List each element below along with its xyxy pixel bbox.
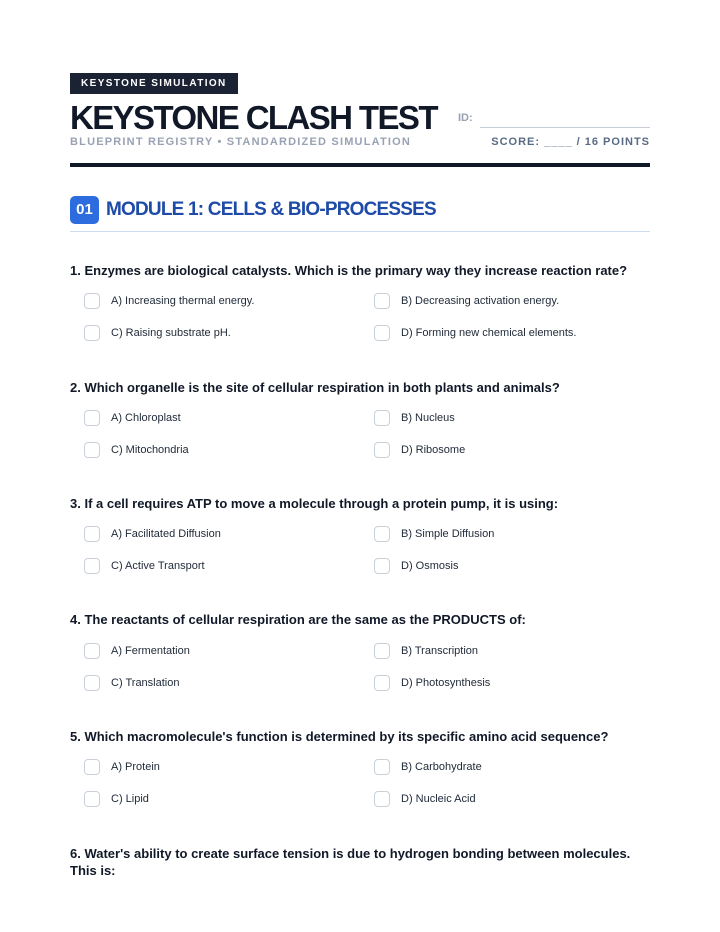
page-title: KEYSTONE CLASH TEST (70, 99, 437, 136)
header-divider (70, 163, 650, 167)
module-divider (70, 231, 650, 232)
question-4: 4. The reactants of cellular respiration are the same as the PRODUCTS of: (70, 612, 526, 627)
option-4a[interactable]: A) Fermentation (84, 643, 190, 659)
option-3a[interactable]: A) Facilitated Diffusion (84, 526, 221, 542)
option-2d[interactable]: D) Ribosome (374, 442, 465, 458)
module-number-badge: 01 (70, 196, 99, 224)
question-3: 3. If a cell requires ATP to move a molecule through a protein pump, it is using: (70, 496, 559, 511)
checkbox[interactable] (374, 325, 390, 341)
checkbox[interactable] (84, 759, 100, 775)
checkbox[interactable] (84, 558, 100, 574)
score-label: SCORE: ____ / 16 POINTS (491, 136, 650, 148)
checkbox[interactable] (84, 293, 100, 309)
module-title: MODULE 1: CELLS & BIO-PROCESSES (106, 199, 436, 220)
checkbox[interactable] (84, 675, 100, 691)
option-1c[interactable]: C) Raising substrate pH. (84, 325, 231, 341)
checkbox[interactable] (374, 643, 390, 659)
option-1a[interactable]: A) Increasing thermal energy. (84, 293, 254, 309)
question-2: 2. Which organelle is the site of cellular respiration in both plants and animals? (70, 380, 560, 395)
option-5b[interactable]: B) Carbohydrate (374, 759, 482, 775)
checkbox[interactable] (374, 526, 390, 542)
checkbox[interactable] (84, 442, 100, 458)
question-6: 6. Water's ability to create surface tension is due to hydrogen bonding between molecules. This is: (70, 846, 631, 878)
option-4c[interactable]: C) Translation (84, 675, 179, 691)
checkbox[interactable] (84, 791, 100, 807)
option-3d[interactable]: D) Osmosis (374, 558, 458, 574)
option-2b[interactable]: B) Nucleus (374, 410, 455, 426)
checkbox[interactable] (84, 325, 100, 341)
checkbox[interactable] (374, 442, 390, 458)
question-1: 1. Enzymes are biological catalysts. Which is the primary way they increase reaction rate? (70, 263, 628, 278)
option-5d[interactable]: D) Nucleic Acid (374, 791, 476, 807)
option-2a[interactable]: A) Chloroplast (84, 410, 181, 426)
checkbox[interactable] (84, 643, 100, 659)
option-3b[interactable]: B) Simple Diffusion (374, 526, 494, 542)
checkbox[interactable] (84, 410, 100, 426)
checkbox[interactable] (374, 558, 390, 574)
checkbox[interactable] (374, 293, 390, 309)
option-4b[interactable]: B) Transcription (374, 643, 478, 659)
checkbox[interactable] (84, 526, 100, 542)
option-1d[interactable]: D) Forming new chemical elements. (374, 325, 576, 341)
page-subtitle: BLUEPRINT REGISTRY • STANDARDIZED SIMULATION (70, 136, 412, 148)
header-tag: KEYSTONE SIMULATION (70, 73, 238, 94)
option-3c[interactable]: C) Active Transport (84, 558, 205, 574)
option-4d[interactable]: D) Photosynthesis (374, 675, 490, 691)
option-5a[interactable]: A) Protein (84, 759, 160, 775)
question-5: 5. Which macromolecule's function is determined by its specific amino acid sequence? (70, 729, 609, 744)
option-2c[interactable]: C) Mitochondria (84, 442, 189, 458)
id-label: ID: (458, 112, 473, 124)
option-1b[interactable]: B) Decreasing activation energy. (374, 293, 559, 309)
checkbox[interactable] (374, 675, 390, 691)
checkbox[interactable] (374, 759, 390, 775)
option-5c[interactable]: C) Lipid (84, 791, 149, 807)
checkbox[interactable] (374, 410, 390, 426)
id-field[interactable] (480, 127, 650, 128)
checkbox[interactable] (374, 791, 390, 807)
